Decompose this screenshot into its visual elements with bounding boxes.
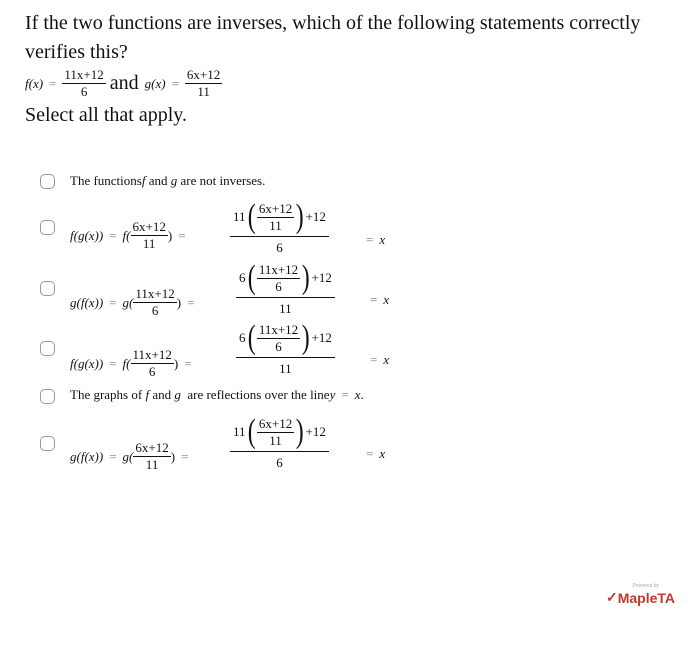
option-4-lhs: f(g(x)) = f( $\frac{11x+12}{6}$ ) = <box>70 347 192 379</box>
option-3-lhs: g(f(x)) = g( $\frac{11x+12}{6}$ ) = <box>70 286 195 318</box>
mapleta-logo <box>606 583 675 606</box>
f-def-lhs: f(x) <box>25 75 44 91</box>
logo-tagline: Powered by <box>632 583 660 589</box>
option-2-big-fraction: 11 ( $\frac{6x+12}{11}$ ) +12 6 <box>230 200 329 256</box>
g-def-denominator: 11 <box>197 84 210 99</box>
option-3-rhs: = x <box>370 292 390 307</box>
option-2-lhs: f(g(x)) = f( $\frac{6x+12}{11}$ ) = <box>70 219 186 251</box>
option-4-radio[interactable] <box>40 341 55 356</box>
f-def-denominator: 6 <box>80 84 88 99</box>
option-3-radio[interactable] <box>40 281 55 296</box>
option-2-rhs: = x <box>366 232 386 247</box>
g-def-numerator: 6x+12 <box>186 67 221 82</box>
g-def-lhs: g(x) <box>144 75 166 91</box>
question-line-2: verifies this? <box>25 41 128 63</box>
option-1-text: The functions f and g are not inverses. <box>70 173 266 188</box>
select-all-instruction: Select all that apply. <box>25 104 187 126</box>
equals-sign: = <box>49 75 57 91</box>
g-def-fraction <box>185 68 222 99</box>
function-definitions <box>25 68 222 99</box>
option-4-rhs: = x <box>370 352 390 367</box>
and-word: and <box>109 72 139 94</box>
option-5-text: The graphs of f and g are reflections over the line y = x . <box>70 387 364 402</box>
option-6-big-fraction: 11 ( $\frac{6x+12}{11}$ ) +12 6 <box>230 415 329 471</box>
equals-sign: = <box>171 75 179 91</box>
option-3-big-fraction: 6 ( $\frac{11x+12}{6}$ ) +12 11 <box>236 261 335 317</box>
option-4-big-fraction: 6 ( $\frac{11x+12}{6}$ ) +12 11 <box>236 321 335 377</box>
option-2-radio[interactable] <box>40 220 55 235</box>
option-6-radio[interactable] <box>40 436 55 451</box>
check-icon: ✓ <box>606 589 618 605</box>
logo-wordmark: MapleTA <box>617 589 676 606</box>
f-def-fraction <box>62 68 105 99</box>
option-1-radio[interactable] <box>40 174 55 189</box>
question-line-1: If the two functions are inverses, which of the following statements correctly <box>25 12 641 34</box>
f-def-numerator: 11x+12 <box>64 67 104 82</box>
option-5-radio[interactable] <box>40 389 55 404</box>
option-6-rhs: = x <box>366 446 386 461</box>
option-6-lhs: g(f(x)) = g( $\frac{6x+12}{11}$ ) = <box>70 440 189 472</box>
